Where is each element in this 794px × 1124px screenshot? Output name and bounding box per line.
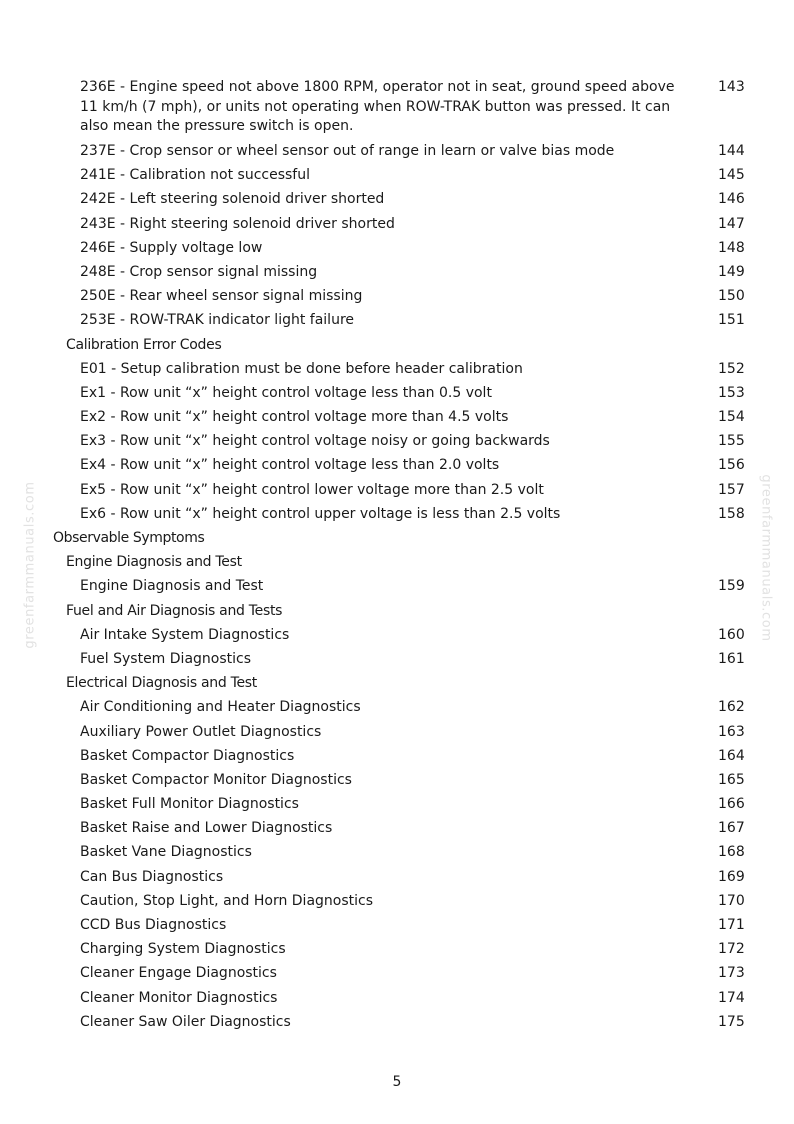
toc-entry-title: Ex3 - Row unit “x” height control voltage noisy or going backwards bbox=[80, 433, 550, 450]
toc-entry[interactable] bbox=[0, 575, 794, 599]
toc-entry[interactable] bbox=[0, 987, 794, 1011]
toc-entry-title: 246E - Supply voltage low bbox=[80, 239, 263, 256]
toc-entry-title: Cleaner Engage Diagnostics bbox=[80, 965, 277, 982]
toc-entry[interactable] bbox=[0, 745, 794, 769]
toc-entry-page: 169 bbox=[718, 868, 745, 885]
toc-entry[interactable] bbox=[0, 1011, 794, 1035]
toc-entry[interactable] bbox=[0, 866, 794, 890]
toc-entry-page: 168 bbox=[718, 844, 745, 861]
toc-entry[interactable] bbox=[0, 769, 794, 793]
toc-entry-page: 152 bbox=[718, 360, 745, 377]
toc-entry-title: Cleaner Monitor Diagnostics bbox=[80, 989, 278, 1006]
toc-entry[interactable] bbox=[0, 721, 794, 745]
toc-section-heading[interactable] bbox=[0, 334, 794, 358]
toc-entry-title: 242E - Left steering solenoid driver shorted bbox=[80, 191, 385, 208]
watermark-left: greenfarmmanuals.com bbox=[22, 481, 38, 649]
toc-entry-title: 253E - ROW-TRAK indicator light failure bbox=[80, 312, 355, 329]
toc-entry-title: Basket Full Monitor Diagnostics bbox=[80, 796, 299, 813]
toc-section-heading[interactable] bbox=[0, 672, 794, 696]
toc-entry-title: 243E - Right steering solenoid driver shorted bbox=[80, 215, 395, 232]
toc-chapter-title: Observable Symptoms bbox=[53, 530, 205, 546]
toc-entry-title: Engine Diagnosis and Test bbox=[80, 578, 264, 595]
toc-entry-page: 144 bbox=[718, 143, 745, 159]
toc-entry-page: 153 bbox=[718, 384, 745, 401]
toc-entry[interactable] bbox=[0, 237, 794, 261]
toc-entry-page: 171 bbox=[718, 917, 745, 933]
toc-entry-page: 145 bbox=[718, 167, 745, 184]
toc-entry-title: 237E - Crop sensor or wheel sensor out of range in learn or valve bias mode bbox=[80, 143, 615, 159]
toc-entry-title: CCD Bus Diagnostics bbox=[80, 917, 227, 933]
toc-entry[interactable] bbox=[0, 140, 794, 164]
toc-entry-title: 236E - Engine speed not above 1800 RPM, operator not in seat, ground speed above 11 km/h (7 mph), or units not operating when ROW-TRAK button was pressed. It can also mean the pressure switch is open. bbox=[80, 79, 675, 134]
toc-entry-page: 162 bbox=[718, 699, 745, 716]
toc-entry-page: 157 bbox=[718, 481, 745, 498]
toc-entry[interactable] bbox=[0, 890, 794, 914]
toc-entry-title: Ex2 - Row unit “x” height control voltage more than 4.5 volts bbox=[80, 409, 509, 426]
toc-entry-page: 164 bbox=[718, 747, 745, 764]
toc-entry-page: 173 bbox=[718, 965, 745, 982]
page-number: 5 bbox=[392, 1074, 402, 1090]
toc-entry-page: 160 bbox=[718, 626, 745, 643]
toc-entry[interactable] bbox=[0, 793, 794, 817]
toc-entry-page: 161 bbox=[718, 650, 745, 667]
toc-entry[interactable] bbox=[0, 285, 794, 309]
toc-section-title: Fuel and Air Diagnosis and Tests bbox=[66, 602, 283, 619]
toc-entry-title: 241E - Calibration not successful bbox=[80, 167, 310, 184]
toc-entry[interactable] bbox=[0, 188, 794, 212]
toc-section-title: Calibration Error Codes bbox=[66, 336, 222, 353]
toc-entry-title: Ex5 - Row unit “x” height control lower voltage more than 2.5 volt bbox=[80, 481, 544, 498]
toc-entry[interactable] bbox=[0, 430, 794, 454]
toc-entry[interactable] bbox=[0, 648, 794, 672]
toc-entry-title: Caution, Stop Light, and Horn Diagnostics bbox=[80, 892, 374, 909]
toc-entry[interactable] bbox=[0, 841, 794, 865]
toc-entry[interactable] bbox=[0, 454, 794, 478]
watermark-right: greenfarmmanuals.com bbox=[758, 474, 774, 642]
toc-entry-page: 146 bbox=[718, 191, 745, 208]
toc-entry-title: Can Bus Diagnostics bbox=[80, 868, 224, 885]
table-of-contents bbox=[0, 76, 794, 1035]
toc-entry-page: 159 bbox=[718, 578, 745, 595]
toc-entry[interactable] bbox=[0, 696, 794, 720]
toc-entry[interactable] bbox=[0, 503, 794, 527]
toc-entry[interactable] bbox=[0, 358, 794, 382]
toc-entry-page: 150 bbox=[718, 288, 745, 305]
toc-entry-page: 167 bbox=[718, 820, 745, 837]
toc-entry-title: Basket Vane Diagnostics bbox=[80, 844, 252, 861]
toc-entry-page: 174 bbox=[718, 989, 745, 1006]
toc-entry-title: Ex6 - Row unit “x” height control upper voltage is less than 2.5 volts bbox=[80, 505, 561, 522]
toc-entry-title: Charging System Diagnostics bbox=[80, 941, 286, 958]
toc-entry-page: 163 bbox=[718, 723, 745, 740]
toc-entry[interactable] bbox=[0, 817, 794, 841]
toc-entry-title: Basket Raise and Lower Diagnostics bbox=[80, 820, 333, 837]
toc-entry-title: Cleaner Saw Oiler Diagnostics bbox=[80, 1013, 291, 1030]
toc-entry[interactable] bbox=[0, 261, 794, 285]
toc-entry[interactable] bbox=[0, 213, 794, 237]
toc-entry-title: Air Intake System Diagnostics bbox=[80, 626, 290, 643]
toc-entry[interactable] bbox=[0, 962, 794, 986]
toc-entry-page: 170 bbox=[718, 892, 745, 909]
toc-entry-page: 149 bbox=[718, 263, 745, 280]
toc-entry-page: 172 bbox=[718, 941, 745, 958]
toc-entry[interactable] bbox=[0, 938, 794, 962]
toc-section-heading[interactable] bbox=[0, 551, 794, 575]
toc-entry-title: Ex1 - Row unit “x” height control voltage less than 0.5 volt bbox=[80, 384, 492, 401]
toc-entry-title: 250E - Rear wheel sensor signal missing bbox=[80, 288, 363, 305]
toc-section-heading[interactable] bbox=[0, 600, 794, 624]
toc-entry[interactable] bbox=[0, 624, 794, 648]
toc-entry-page: 166 bbox=[718, 796, 745, 813]
toc-entry-page: 158 bbox=[718, 505, 745, 522]
toc-entry[interactable] bbox=[0, 382, 794, 406]
toc-chapter-heading[interactable] bbox=[0, 527, 794, 551]
toc-entry-page: 147 bbox=[718, 215, 745, 232]
toc-entry-title: Basket Compactor Diagnostics bbox=[80, 747, 295, 764]
toc-entry-title: Fuel System Diagnostics bbox=[80, 650, 252, 667]
toc-entry-title: 248E - Crop sensor signal missing bbox=[80, 263, 318, 280]
toc-entry-page: 155 bbox=[718, 433, 745, 450]
toc-entry-title: Air Conditioning and Heater Diagnostics bbox=[80, 699, 361, 716]
toc-entry-title: E01 - Setup calibration must be done before header calibration bbox=[80, 360, 523, 377]
toc-entry[interactable] bbox=[0, 164, 794, 188]
toc-entry[interactable] bbox=[0, 479, 794, 503]
toc-entry-page: 175 bbox=[718, 1013, 745, 1030]
toc-entry-page: 165 bbox=[718, 771, 745, 788]
toc-entry[interactable] bbox=[0, 406, 794, 430]
toc-entry-title: Auxiliary Power Outlet Diagnostics bbox=[80, 723, 322, 740]
toc-entry-page: 156 bbox=[718, 457, 745, 474]
toc-section-title: Engine Diagnosis and Test bbox=[66, 554, 242, 571]
toc-entry-page: 151 bbox=[718, 312, 745, 329]
toc-entry-page: 143 bbox=[718, 79, 745, 95]
toc-entry[interactable] bbox=[0, 309, 794, 333]
toc-entry-title: Ex4 - Row unit “x” height control voltage less than 2.0 volts bbox=[80, 457, 500, 474]
toc-entry-title: Basket Compactor Monitor Diagnostics bbox=[80, 771, 352, 788]
toc-section-title: Electrical Diagnosis and Test bbox=[66, 675, 257, 692]
toc-entry-page: 154 bbox=[718, 409, 745, 426]
toc-entry-page: 148 bbox=[718, 239, 745, 256]
toc-entry[interactable] bbox=[0, 914, 794, 938]
toc-entry[interactable] bbox=[0, 76, 794, 140]
